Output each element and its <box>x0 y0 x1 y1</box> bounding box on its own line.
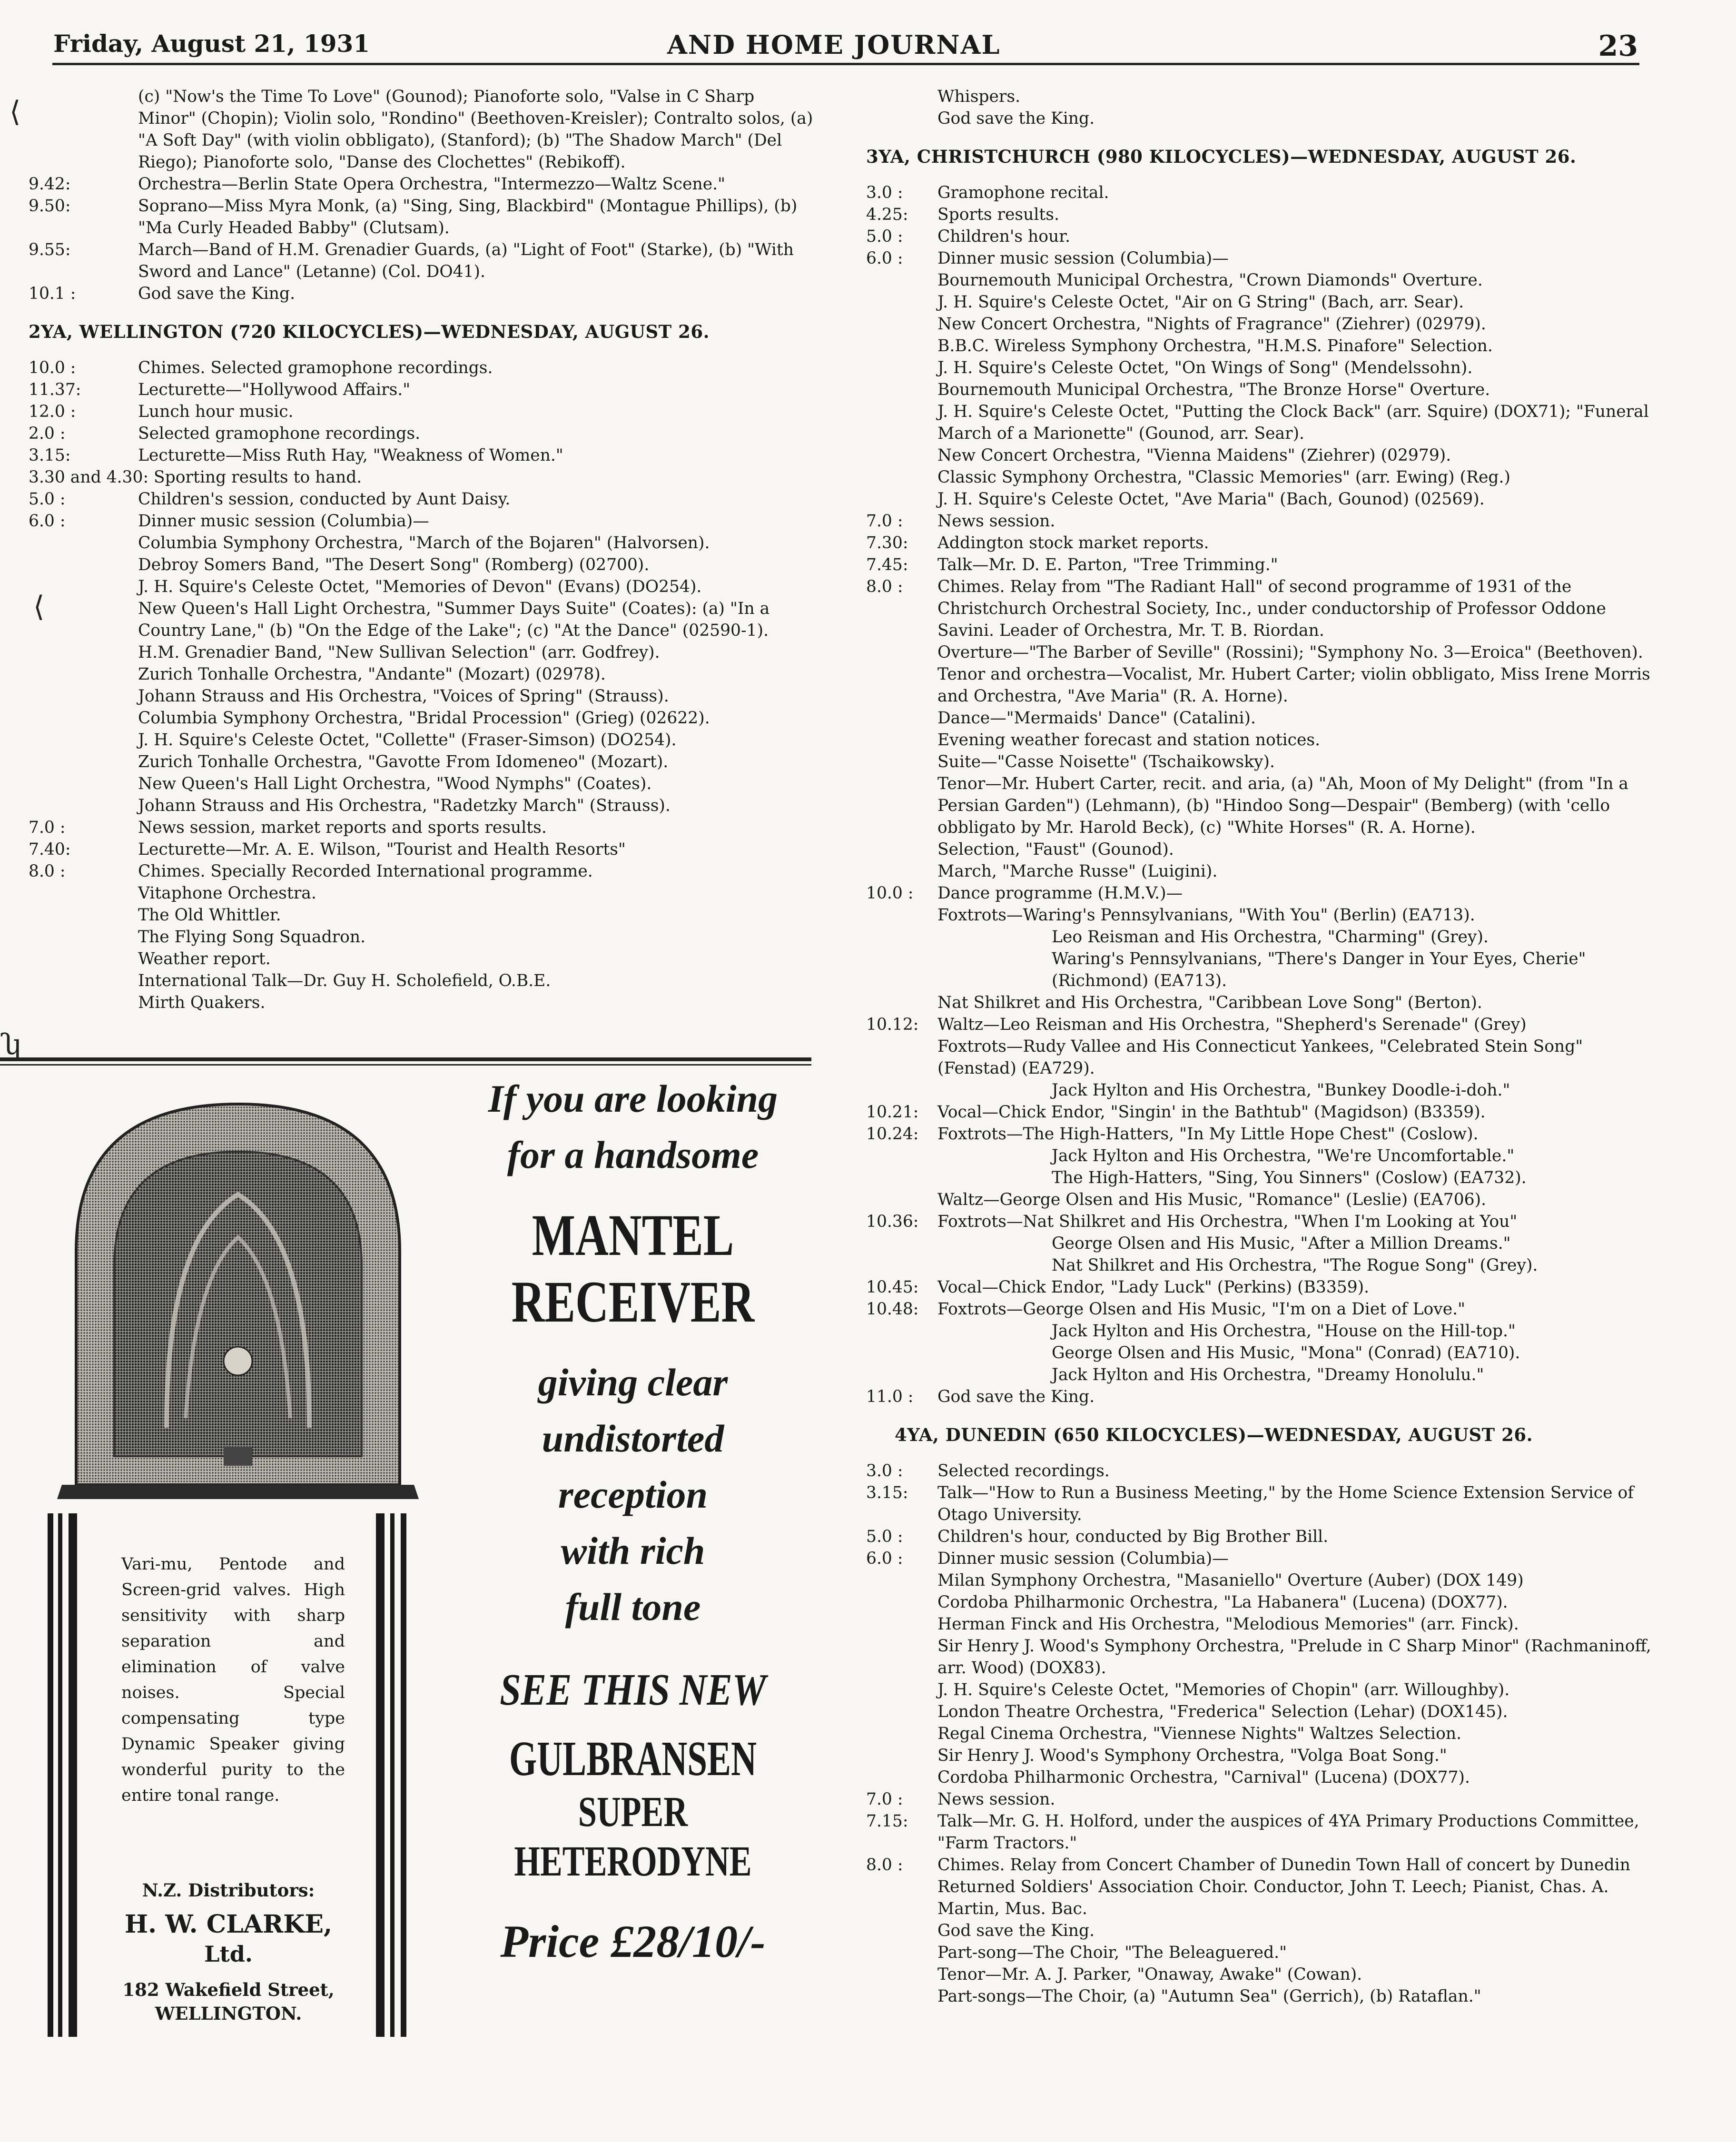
listing-entry: 3.30 and 4.30: Sporting results to hand. <box>29 468 362 487</box>
listing-entry: 3.15: Talk—"How to Run a Business Meeting," by the Home Science Extension Service of Otago University. <box>866 1483 1634 1524</box>
concert-item: Tenor and orchestra—Vocalist, Mr. Hubert Carter; violin obbligato, Miss Irene Morris and Orchestra, "Ave Maria" (R. A. Horne). <box>937 665 1650 706</box>
listing-entry: 2.0 : Selected gramophone recordings. <box>29 424 421 443</box>
concert-item: Part-songs—The Choir, (a) "Autumn Sea" (Gerrich), (b) Rataflan." <box>937 1987 1481 2006</box>
listing-entry: 5.0 : Children's session, conducted by Aunt Daisy. <box>29 490 511 509</box>
advert-benefit: reception <box>558 1473 708 1516</box>
dance-line: Jack Hylton and His Orchestra, "Dreamy Honolulu." <box>1052 1365 1484 1384</box>
dinner-item: Bournemouth Municipal Orchestra, "The Bronze Horse" Overture. <box>937 380 1490 399</box>
listing-entry: 3.0 : Selected recordings. <box>866 1461 1110 1481</box>
margin-mark: ʮ <box>0 1028 22 1061</box>
dinner-item: J. H. Squire's Celeste Octet, "On Wings of Song" (Mendelssohn). <box>937 358 1473 377</box>
distributors-label: N.Z. Distributors: <box>142 1880 315 1901</box>
listing-entry: 3.0 : Gramophone recital. <box>866 183 1109 202</box>
concert-item: Dance—"Mermaids' Dance" (Catalini). <box>937 709 1256 728</box>
listing-entry: 6.0 : Dinner music session (Columbia)— <box>29 512 429 531</box>
listing-entry: 5.0 : Children's hour, conducted by Big Brother Bill. <box>866 1527 1329 1546</box>
distributor-address: 182 Wakefield Street, <box>122 1979 335 2000</box>
listing-entry: 4.25: Sports results. <box>866 205 1059 224</box>
distributor-company: H. W. CLARKE, <box>124 1910 333 1939</box>
distributor-block <box>90 1880 366 2025</box>
page-number: 23 <box>1598 30 1638 63</box>
margin-mark: ⟨ <box>10 95 21 128</box>
advert-headline: If you are looking <box>488 1077 778 1120</box>
dance-line: Nat Shilkret and His Orchestra, "Caribbean Love Song" (Berton). <box>937 993 1482 1012</box>
dinner-item: Milan Symphony Orchestra, "Masaniello" Overture (Auber) (DOX 149) <box>937 1571 1524 1590</box>
listing-entry: 7.0 : News session, market reports and sports results. <box>29 818 547 837</box>
listing-entry: 11.37: Lecturette—"Hollywood Affairs." <box>29 380 411 399</box>
dinner-item: Johann Strauss and His Orchestra, "Radetzky March" (Strauss). <box>138 796 671 815</box>
listing-entry: 9.42: Orchestra—Berlin State Opera Orchestra, "Intermezzo—Waltz Scene." <box>29 175 725 194</box>
listing-entry: 8.0 : Chimes. Specially Recorded International programme. <box>29 862 593 881</box>
dinner-item: Sir Henry J. Wood's Symphony Orchestra, "Prelude in C Sharp Minor" (Rachmaninoff, arr. Wood) (DOX83). <box>937 1637 1651 1678</box>
listing-entry: 10.1 : God save the King. <box>29 284 296 303</box>
dinner-item: Classic Symphony Orchestra, "Classic Memories" (arr. Ewing) (Reg.) <box>937 468 1510 487</box>
distributor-city: WELLINGTON. <box>155 2003 302 2024</box>
concert-item: March, "Marche Russe" (Luigini). <box>937 862 1218 881</box>
program-item: Mirth Quakers. <box>138 993 266 1012</box>
advert-model: HETERODYNE <box>514 1838 752 1885</box>
dance-line: 10.36: Foxtrots—Nat Shilkret and His Orchestra, "When I'm Looking at You" <box>866 1212 1518 1231</box>
dinner-item: J. H. Squire's Celeste Octet, "Memories of Chopin" (arr. Willoughby). <box>937 1680 1510 1699</box>
dinner-item: Johann Strauss and His Orchestra, "Voices of Spring" (Strauss). <box>138 687 669 706</box>
advert-see-this: SEE THIS NEW <box>500 1665 766 1715</box>
program-item: Vitaphone Orchestra. <box>138 884 316 903</box>
dance-line: 10.21: Vocal—Chick Endor, "Singin' in the Bathtub" (Magidson) (B3359). <box>866 1103 1486 1122</box>
advert-product: MANTEL <box>532 1203 734 1268</box>
advert-top-rule <box>0 1057 811 1061</box>
distributor-ltd: Ltd. <box>204 1941 253 1967</box>
dinner-item: Sir Henry J. Wood's Symphony Orchestra, "Volga Boat Song." <box>937 1746 1447 1765</box>
advert-promo-text <box>443 1071 823 1968</box>
advert-benefit: undistorted <box>542 1417 724 1460</box>
dance-line: 10.24: Foxtrots—The High-Hatters, "In My Little Hope Chest" (Coslow). <box>866 1125 1479 1144</box>
dance-line: Foxtrots—Waring's Pennsylvanians, "With You" (Berlin) (EA713). <box>937 906 1475 925</box>
dinner-item: J. H. Squire's Celeste Octet, "Putting the Clock Back" (arr. Squire) (DOX71); "Funeral March of a Marionette" (Gounod, arr. Sear). <box>937 402 1649 443</box>
advert-product: RECEIVER <box>511 1269 755 1334</box>
dance-programme <box>866 904 1666 1408</box>
christchurch-listing <box>866 182 1666 1408</box>
receiver-description: Vari-mu, Pentode and Screen-grid valves. High sensitivity with sharp separation and elimination of valve noises. Special compensating type Dynamic Speaker giving wonderful purity to the entire tonal range. <box>121 1555 345 1805</box>
dinner-item: London Theatre Orchestra, "Frederica" Selection (Lehar) (DOX145). <box>937 1702 1508 1721</box>
station-heading-christchurch: 3YA, CHRISTCHURCH (980 KILOCYCLES)—WEDNESDAY, AUGUST 26. <box>866 146 1577 167</box>
continued-item: God save the King. <box>937 109 1095 128</box>
dance-line: 10.45: Vocal—Chick Endor, "Lady Luck" (Perkins) (B3359). <box>866 1278 1370 1297</box>
dance-line: The High-Hatters, "Sing, You Sinners" (Coslow) (EA732). <box>1052 1168 1527 1187</box>
dinner-item: J. H. Squire's Celeste Octet, "Air on G String" (Bach, arr. Sear). <box>937 293 1464 312</box>
margin-mark: ⟨ <box>33 590 45 623</box>
dinner-item: Cordoba Philharmonic Orchestra, "Carnival" (Lucena) (DOX77). <box>937 1768 1470 1787</box>
dinner-item: Regal Cinema Orchestra, "Viennese Nights" Waltzes Selection. <box>937 1724 1462 1743</box>
concert-item: Part-song—The Choir, "The Beleaguered." <box>937 1943 1287 1962</box>
dinner-item: J. H. Squire's Celeste Octet, "Ave Maria" (Bach, Gounod) (02569). <box>937 490 1485 509</box>
dance-line: Waring's Pennsylvanians, "There's Danger in Your Eyes, Cherie" (Richmond) (EA713). <box>1052 949 1586 990</box>
listing-entry: 7.15: Talk—Mr. G. H. Holford, under the auspices of 4YA Primary Productions Committee, "Farm Tractors." <box>866 1812 1639 1853</box>
listing-entry: 7.0 : News session. <box>866 1790 1055 1809</box>
dunedin-listing <box>866 1460 1666 2007</box>
dinner-item: Debroy Somers Band, "The Desert Song" (Romberg) (02700). <box>138 555 650 574</box>
journal-title: AND HOME JOURNAL <box>667 30 1001 60</box>
listing-entry: 7.45: Talk—Mr. D. E. Parton, "Tree Trimming." <box>866 555 1278 574</box>
concert-item: Tenor—Mr. Hubert Carter, recit. and aria, (a) "Ah, Moon of My Delight" (from "In a Persian Garden") (Lehmann), (b) "Hindoo Song—Despair" (Bemberg) (with 'cello obbligato by Mr. Harold Beck), (c) "White Horses" (R. A. Horne). <box>937 774 1628 837</box>
dance-line: George Olsen and His Music, "Mona" (Conrad) (EA710). <box>1052 1343 1520 1362</box>
listing-entry: 5.0 : Children's hour. <box>866 227 1070 246</box>
advert-benefit: with rich <box>561 1529 705 1572</box>
listing-entry: (c) "Now's the Time To Love" (Gounod); Pianoforte solo, "Valse in C Sharp Minor" (Chopin); Violin solo, "Rondino" (Beethoven-Kreisler); Contralto solos, (a) "A Soft Day" (with violin obbligato), (Stanford); (b) "The Shadow March" (Del Riego); Pianoforte solo, "Danse des Clochettes" (Rebikoff). <box>138 87 813 172</box>
program-item: International Talk—Dr. Guy H. Scholefield, O.B.E. <box>138 971 551 990</box>
program-item: Weather report. <box>138 949 271 968</box>
dance-line: Waltz—George Olsen and His Music, "Romance" (Leslie) (EA706). <box>937 1190 1487 1209</box>
issue-date: Friday, August 21, 1931 <box>53 30 370 58</box>
dinner-item: Zurich Tonhalle Orchestra, "Andante" (Mozart) (02978). <box>138 665 606 684</box>
dance-line: 10.12: Waltz—Leo Reisman and His Orchestra, "Shepherd's Serenade" (Grey) <box>866 1015 1527 1034</box>
dinner-item: New Queen's Hall Light Orchestra, "Wood Nymphs" (Coates). <box>138 774 652 793</box>
program-item: The Old Whittler. <box>138 906 281 925</box>
listing-entry: 9.50: Soprano—Miss Myra Monk, (a) "Sing, Sing, Blackbird" (Montague Phillips), (b) "Ma Curly Headed Babby" (Clutsam). <box>29 197 798 237</box>
decorative-bars-right <box>376 1513 409 2037</box>
advert-benefit: giving clear <box>538 1361 728 1404</box>
dinner-item: B.B.C. Wireless Symphony Orchestra, "H.M.S. Pinafore" Selection. <box>937 336 1493 355</box>
dinner-item: J. H. Squire's Celeste Octet, "Collette" (Fraser-Simson) (DO254). <box>138 730 677 750</box>
listing-entry: 9.55: March—Band of H.M. Grenadier Guards, (a) "Light of Foot" (Starke), (b) "With Sword and Lance" (Letanne) (Col. DO41). <box>29 240 794 281</box>
dinner-item: Zurich Tonhalle Orchestra, "Gavotte From Idomeneo" (Mozart). <box>138 752 669 771</box>
advert-price: Price £28/10/- <box>500 1916 766 1967</box>
dinner-item: New Concert Orchestra, "Vienna Maidens" (Ziehrer) (02979). <box>937 446 1451 465</box>
advert-top-rule-thin <box>0 1064 811 1066</box>
station-heading-dunedin: 4YA, DUNEDIN (650 KILOCYCLES)—WEDNESDAY, AUGUST 26. <box>895 1424 1533 1445</box>
program-item: The Flying Song Squadron. <box>138 928 366 947</box>
concert-item: Selection, "Faust" (Gounod). <box>937 840 1174 859</box>
concert-item: God save the King. <box>937 1921 1095 1940</box>
listing-entry: 10.0 : Chimes. Selected gramophone recordings. <box>29 358 493 377</box>
continued-item: Whispers. <box>937 87 1021 106</box>
listing-entry: 6.0 : Dinner music session (Columbia)— <box>866 249 1229 268</box>
right-column <box>866 86 1666 2007</box>
left-top-listing <box>29 86 814 305</box>
station-heading-wellington: 2YA, WELLINGTON (720 KILOCYCLES)—WEDNESDAY, AUGUST 26. <box>29 321 710 342</box>
listing-entry: 8.0 : Chimes. Relay from "The Radiant Hall" of second programme of 1931 of the Christchurch Orchestral Society, Inc., under conductorship of Professor Oddone Savini. Leader of Orchestra, Mr. T. B. Riordan. <box>866 577 1606 640</box>
advert-blurb <box>48 1513 409 2037</box>
listing-entry: 6.0 : Dinner music session (Columbia)— <box>866 1549 1229 1568</box>
decorative-bars-left <box>48 1513 81 2037</box>
listing-entry: 7.40: Lecturette—Mr. A. E. Wilson, "Tourist and Health Resorts" <box>29 840 626 859</box>
dance-line: George Olsen and His Music, "After a Million Dreams." <box>1052 1234 1511 1253</box>
dinner-item: New Concert Orchestra, "Nights of Fragrance" (Ziehrer) (02979). <box>937 315 1486 334</box>
concert-item: Overture—"The Barber of Seville" (Rossini); "Symphony No. 3—Eroica" (Beethoven). <box>937 643 1643 662</box>
dinner-item: H.M. Grenadier Band, "New Sullivan Selection" (arr. Godfrey). <box>138 643 660 662</box>
dance-line: Foxtrots—Rudy Vallee and His Connecticut Yankees, "Celebrated Stein Song" (Fenstad) (EA729). <box>937 1037 1583 1078</box>
listing-entry: 10.0 : Dance programme (H.M.V.)— <box>866 884 1183 903</box>
dinner-item: Bournemouth Municipal Orchestra, "Crown Diamonds" Overture. <box>937 271 1483 290</box>
concert-item: Tenor—Mr. A. J. Parker, "Onaway, Awake" (Cowan). <box>937 1965 1362 1984</box>
mantel-radio-illustration <box>43 1095 433 1499</box>
listing-entry: 7.30: Addington stock market reports. <box>866 533 1209 553</box>
concert-item: Suite—"Casse Noisette" (Tschaikowsky). <box>937 752 1275 771</box>
header-rule <box>52 63 1639 65</box>
wellington-listing <box>29 357 814 1014</box>
dinner-item: Columbia Symphony Orchestra, "March of the Bojaren" (Halvorsen). <box>138 533 710 553</box>
left-column <box>29 86 814 1014</box>
dance-line: Jack Hylton and His Orchestra, "Bunkey Doodle-i-doh." <box>1052 1081 1510 1100</box>
dinner-item: Herman Finck and His Orchestra, "Melodious Memories" (arr. Finck). <box>937 1615 1519 1634</box>
listing-entry: 3.15: Lecturette—Miss Ruth Hay, "Weakness of Women." <box>29 446 563 465</box>
advert-benefit: full tone <box>565 1585 701 1629</box>
concert-item: Evening weather forecast and station notices. <box>937 730 1321 750</box>
page-header <box>53 30 1638 63</box>
dance-line: Nat Shilkret and His Orchestra, "The Rogue Song" (Grey). <box>1052 1256 1538 1275</box>
listing-entry: 8.0 : Chimes. Relay from Concert Chamber of Dunedin Town Hall of concert by Dunedin Returned Soldiers' Association Choir. Conductor, John T. Leech; Pianist, Chas. A. Martin, Mus. Bac. <box>866 1856 1631 1918</box>
dance-line: 11.0 : God save the King. <box>866 1387 1095 1406</box>
dinner-item: J. H. Squire's Celeste Octet, "Memories of Devon" (Evans) (DO254). <box>138 577 702 596</box>
dinner-item: Columbia Symphony Orchestra, "Bridal Procession" (Grieg) (02622). <box>138 709 710 728</box>
dance-line: Jack Hylton and His Orchestra, "House on the Hill-top." <box>1052 1322 1516 1341</box>
listing-entry: 12.0 : Lunch hour music. <box>29 402 294 421</box>
advert-model: SUPER <box>578 1788 688 1836</box>
advert-brand: GULBRANSEN <box>509 1731 757 1786</box>
advert-headline: for a handsome <box>507 1133 759 1176</box>
dinner-item: Cordoba Philharmonic Orchestra, "La Habanera" (Lucena) (DOX77). <box>937 1593 1508 1612</box>
dance-line: Leo Reisman and His Orchestra, "Charming" (Grey). <box>1052 928 1489 947</box>
dinner-item: New Queen's Hall Light Orchestra, "Summer Days Suite" (Coates): (a) "In a Country Lane," (b) "On the Edge of the Lake"; (c) "At the Dance" (02590-1). <box>138 599 770 640</box>
dance-line: 10.48: Foxtrots—George Olsen and His Music, "I'm on a Diet of Love." <box>866 1300 1466 1319</box>
listing-entry: 7.0 : News session. <box>866 512 1055 531</box>
dance-line: Jack Hylton and His Orchestra, "We're Uncomfortable." <box>1052 1146 1515 1165</box>
